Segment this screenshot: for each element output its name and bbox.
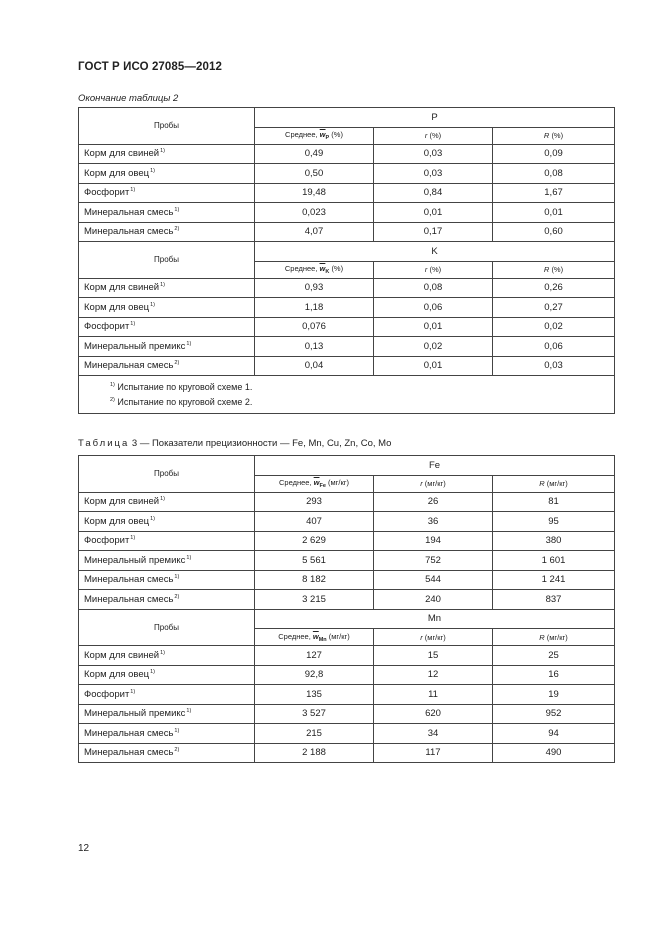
- header-row: [79, 242, 615, 262]
- mean-cell: 2 629: [255, 531, 374, 551]
- mean-cell: 127: [255, 646, 374, 666]
- footnote-ref: 2): [174, 360, 180, 367]
- r-unit: (мг/кг): [424, 479, 446, 488]
- sample-name-cell: [79, 724, 255, 744]
- element-header: Fe: [255, 456, 615, 476]
- sample-name-cell: [79, 222, 255, 242]
- mean-cell: 0,076: [255, 317, 374, 337]
- r-cell: 0,01: [374, 317, 493, 337]
- table2-body: [79, 108, 615, 414]
- footnote-ref: 2): [174, 593, 180, 600]
- element-header: K: [255, 242, 615, 262]
- probes-header: Пробы: [79, 242, 255, 279]
- sample-name: Минеральная смесь: [84, 727, 174, 739]
- footnote: [109, 394, 614, 409]
- table-row: [79, 531, 615, 551]
- table-row: [79, 685, 615, 705]
- R-symbol: R: [539, 479, 545, 488]
- sample-name-cell: [79, 144, 255, 164]
- r-unit: (%): [429, 265, 442, 274]
- R-cell: 0,02: [493, 317, 615, 337]
- R-cell: 0,01: [493, 203, 615, 223]
- sample-name-cell: [79, 531, 255, 551]
- mean-column-header: [255, 475, 374, 492]
- R-cell: 952: [493, 704, 615, 724]
- R-cell: 0,60: [493, 222, 615, 242]
- footnote-ref: 1): [174, 727, 180, 734]
- r-cell: 0,02: [374, 337, 493, 357]
- sample-name: Корм для свиней: [84, 496, 160, 508]
- sample-name-cell: [79, 590, 255, 610]
- r-cell: 26: [374, 492, 493, 512]
- element-header: Mn: [255, 609, 615, 629]
- sample-name: Корм для свиней: [84, 649, 160, 661]
- table3-caption: [78, 438, 391, 449]
- mean-unit: (мг/кг): [328, 631, 350, 641]
- sample-name: Минеральная смесь: [84, 206, 174, 218]
- r-symbol: r: [424, 265, 428, 274]
- r-cell: 194: [374, 531, 493, 551]
- element-header: P: [255, 108, 615, 128]
- table3-caption-label: Таблица: [78, 438, 130, 449]
- table2-caption: Окончание таблицы 2: [78, 93, 179, 104]
- table-row: [79, 183, 615, 203]
- sample-name: Фосфорит: [84, 187, 130, 199]
- R-column-header: [493, 629, 615, 646]
- footnote-ref: 1): [186, 708, 192, 715]
- R-unit: (мг/кг): [546, 632, 568, 642]
- footnote: [109, 379, 614, 394]
- r-cell: 0,84: [374, 183, 493, 203]
- r-symbol: r: [420, 632, 423, 642]
- mean-label: Среднее,: [285, 130, 318, 139]
- sample-name: Фосфорит: [84, 535, 130, 547]
- page-number: 12: [78, 843, 90, 854]
- r-cell: 36: [374, 512, 493, 532]
- probes-header: Пробы: [79, 609, 255, 646]
- mean-cell: 0,023: [255, 203, 374, 223]
- sample-name: Минеральная смесь: [84, 747, 174, 759]
- footnote-ref: 1): [160, 649, 165, 656]
- R-cell: 0,27: [493, 298, 615, 318]
- footnotes-row: [79, 376, 615, 414]
- mean-cell: 3 527: [255, 704, 374, 724]
- footnote-text: Испытание по круговой схеме 2.: [117, 397, 253, 407]
- sample-name: Корм для свиней: [84, 282, 160, 294]
- mean-column-header: [255, 127, 374, 144]
- R-cell: 837: [493, 590, 615, 610]
- sample-name-cell: [79, 337, 255, 357]
- table-row: [79, 724, 615, 744]
- sample-name-cell: [79, 512, 255, 532]
- mean-cell: 5 561: [255, 551, 374, 571]
- table-row: [79, 743, 615, 763]
- r-cell: 544: [374, 570, 493, 590]
- header-row: [79, 108, 615, 128]
- table-row: [79, 512, 615, 532]
- mean-cell: 92,8: [255, 665, 374, 685]
- sample-name: Минеральная смесь: [84, 593, 174, 605]
- r-cell: 0,06: [374, 298, 493, 318]
- footnote-mark: 2): [110, 397, 115, 403]
- table-row: [79, 278, 615, 298]
- sample-name: Минеральный премикс: [84, 708, 186, 720]
- r-unit: (%): [429, 131, 442, 140]
- mean-cell: 135: [255, 685, 374, 705]
- r-column-header: [374, 261, 493, 278]
- R-symbol: R: [543, 131, 550, 140]
- sample-name-cell: [79, 317, 255, 337]
- R-cell: 1,67: [493, 183, 615, 203]
- r-symbol: r: [420, 479, 423, 488]
- sample-name: Корм для овец: [84, 301, 150, 313]
- r-cell: 620: [374, 704, 493, 724]
- R-cell: 25: [493, 646, 615, 666]
- R-cell: 490: [493, 743, 615, 763]
- footnote-text: Испытание по круговой схеме 1.: [117, 382, 253, 392]
- table-row: [79, 298, 615, 318]
- mean-symbol: $\overline{w}$: [313, 478, 320, 487]
- footnote-ref: 1): [160, 148, 165, 155]
- mean-cell: 0,50: [255, 164, 374, 184]
- table2: [78, 107, 615, 414]
- mean-cell: 0,13: [255, 337, 374, 357]
- footnotes-cell: [79, 376, 615, 414]
- mean-symbol-subscript: Mn: [318, 636, 327, 643]
- mean-symbol-subscript: K: [325, 269, 330, 275]
- mean-label: Среднее,: [279, 478, 312, 487]
- footnote-ref: 1): [130, 688, 136, 695]
- R-cell: 380: [493, 531, 615, 551]
- sample-name: Корм для овец: [84, 515, 150, 527]
- sample-name: Минеральный премикс: [84, 340, 186, 352]
- sample-name: Минеральный премикс: [84, 554, 186, 566]
- mean-symbol: $\overline{w}$: [319, 130, 326, 139]
- R-cell: 0,08: [493, 164, 615, 184]
- mean-symbol: $\overline{w}$: [319, 264, 326, 273]
- r-cell: 15: [374, 646, 493, 666]
- mean-unit: (%): [331, 130, 343, 139]
- footnote-ref: 1): [186, 554, 192, 561]
- footnote-ref: 1): [130, 321, 136, 328]
- probes-header: Пробы: [79, 108, 255, 145]
- sample-name: Фосфорит: [84, 688, 130, 700]
- sample-name-cell: [79, 203, 255, 223]
- sample-name-cell: [79, 278, 255, 298]
- footnote-ref: 1): [174, 206, 180, 213]
- R-cell: 1 601: [493, 551, 615, 571]
- footnote-ref: 2): [174, 747, 180, 754]
- sample-name: Минеральная смесь: [84, 226, 174, 238]
- footnote-ref: 1): [174, 574, 180, 581]
- r-cell: 12: [374, 665, 493, 685]
- mean-cell: 0,49: [255, 144, 374, 164]
- mean-unit: (%): [331, 264, 344, 273]
- sample-name-cell: [79, 356, 255, 376]
- footnote-ref: 1): [150, 301, 155, 308]
- footnote-ref: 1): [160, 282, 165, 289]
- table-row: [79, 356, 615, 376]
- R-unit: (мг/кг): [546, 479, 568, 488]
- sample-name: Минеральная смесь: [84, 360, 174, 372]
- r-cell: 0,01: [374, 203, 493, 223]
- table-row: [79, 144, 615, 164]
- R-cell: 81: [493, 492, 615, 512]
- R-unit: (%): [551, 265, 564, 274]
- table-row: [79, 492, 615, 512]
- table3-body: [79, 456, 615, 763]
- r-column-header: [374, 127, 493, 144]
- sample-name-cell: [79, 704, 255, 724]
- r-symbol: r: [424, 131, 428, 140]
- r-cell: 117: [374, 743, 493, 763]
- table-row: [79, 164, 615, 184]
- r-cell: 0,03: [374, 164, 493, 184]
- footnote-ref: 1): [130, 187, 136, 194]
- sample-name: Фосфорит: [84, 321, 130, 333]
- table-row: [79, 570, 615, 590]
- mean-cell: 2 188: [255, 743, 374, 763]
- R-symbol: R: [539, 632, 545, 642]
- R-column-header: [493, 261, 615, 278]
- r-unit: (мг/кг): [424, 632, 446, 642]
- R-cell: 0,06: [493, 337, 615, 357]
- table-row: [79, 665, 615, 685]
- table-row: [79, 222, 615, 242]
- R-cell: 0,03: [493, 356, 615, 376]
- footnote-ref: 1): [150, 515, 155, 522]
- footnote-ref: 1): [186, 340, 192, 347]
- table3: [78, 455, 615, 763]
- table-row: [79, 317, 615, 337]
- header-row: [79, 456, 615, 476]
- R-cell: 0,26: [493, 278, 615, 298]
- mean-label: Среднее,: [284, 264, 318, 273]
- sample-name-cell: [79, 183, 255, 203]
- r-cell: 240: [374, 590, 493, 610]
- r-cell: 0,08: [374, 278, 493, 298]
- R-cell: 94: [493, 724, 615, 744]
- sample-name-cell: [79, 665, 255, 685]
- table-row: [79, 551, 615, 571]
- header-row: [79, 609, 615, 629]
- mean-column-header: [255, 629, 374, 646]
- R-cell: 95: [493, 512, 615, 532]
- document-header: ГОСТ Р ИСО 27085—2012: [78, 61, 223, 73]
- table-row: [79, 590, 615, 610]
- sample-name-cell: [79, 743, 255, 763]
- sample-name: Корм для овец: [84, 669, 150, 681]
- footnote-mark: 1): [110, 382, 115, 388]
- R-cell: 0,09: [493, 144, 615, 164]
- r-cell: 34: [374, 724, 493, 744]
- R-symbol: R: [543, 265, 550, 274]
- footnote-ref: 2): [174, 226, 180, 233]
- mean-cell: 215: [255, 724, 374, 744]
- sample-name-cell: [79, 551, 255, 571]
- probes-header: Пробы: [79, 456, 255, 493]
- sample-name: Корм для свиней: [84, 148, 160, 160]
- footnote-ref: 1): [150, 669, 155, 676]
- mean-column-header: [255, 261, 374, 278]
- mean-cell: 8 182: [255, 570, 374, 590]
- R-column-header: [493, 475, 615, 492]
- R-unit: (%): [551, 131, 564, 140]
- r-cell: 0,17: [374, 222, 493, 242]
- footnote-ref: 1): [130, 535, 136, 542]
- mean-cell: 1,18: [255, 298, 374, 318]
- footnote-ref: 1): [160, 496, 165, 503]
- footnote-ref: 1): [150, 167, 155, 174]
- mean-symbol-subscript: Fe: [319, 483, 326, 489]
- R-cell: 16: [493, 665, 615, 685]
- table-row: [79, 704, 615, 724]
- sample-name-cell: [79, 164, 255, 184]
- mean-cell: 19,48: [255, 183, 374, 203]
- mean-cell: 3 215: [255, 590, 374, 610]
- R-cell: 1 241: [493, 570, 615, 590]
- table-row: [79, 337, 615, 357]
- mean-symbol-subscript: P: [325, 135, 330, 141]
- sample-name: Корм для овец: [84, 167, 150, 179]
- mean-label: Среднее,: [278, 631, 311, 641]
- sample-name-cell: [79, 492, 255, 512]
- r-cell: 11: [374, 685, 493, 705]
- R-column-header: [493, 127, 615, 144]
- mean-cell: 407: [255, 512, 374, 532]
- sample-name: Минеральная смесь: [84, 574, 174, 586]
- mean-symbol: $\overline{w}$: [312, 631, 319, 641]
- r-column-header: [374, 475, 493, 492]
- mean-unit: (мг/кг): [328, 478, 349, 487]
- table3-caption-text: 3 — Показатели прецизионности — Fe, Mn, Cu, Zn, Co, Mo: [131, 438, 392, 449]
- mean-cell: 0,04: [255, 356, 374, 376]
- table-row: [79, 646, 615, 666]
- r-cell: 0,03: [374, 144, 493, 164]
- sample-name-cell: [79, 570, 255, 590]
- mean-cell: 4,07: [255, 222, 374, 242]
- sample-name-cell: [79, 685, 255, 705]
- R-cell: 19: [493, 685, 615, 705]
- r-cell: 752: [374, 551, 493, 571]
- r-column-header: [374, 629, 493, 646]
- mean-cell: 0,93: [255, 278, 374, 298]
- table-row: [79, 203, 615, 223]
- sample-name-cell: [79, 646, 255, 666]
- r-cell: 0,01: [374, 356, 493, 376]
- sample-name-cell: [79, 298, 255, 318]
- mean-cell: 293: [255, 492, 374, 512]
